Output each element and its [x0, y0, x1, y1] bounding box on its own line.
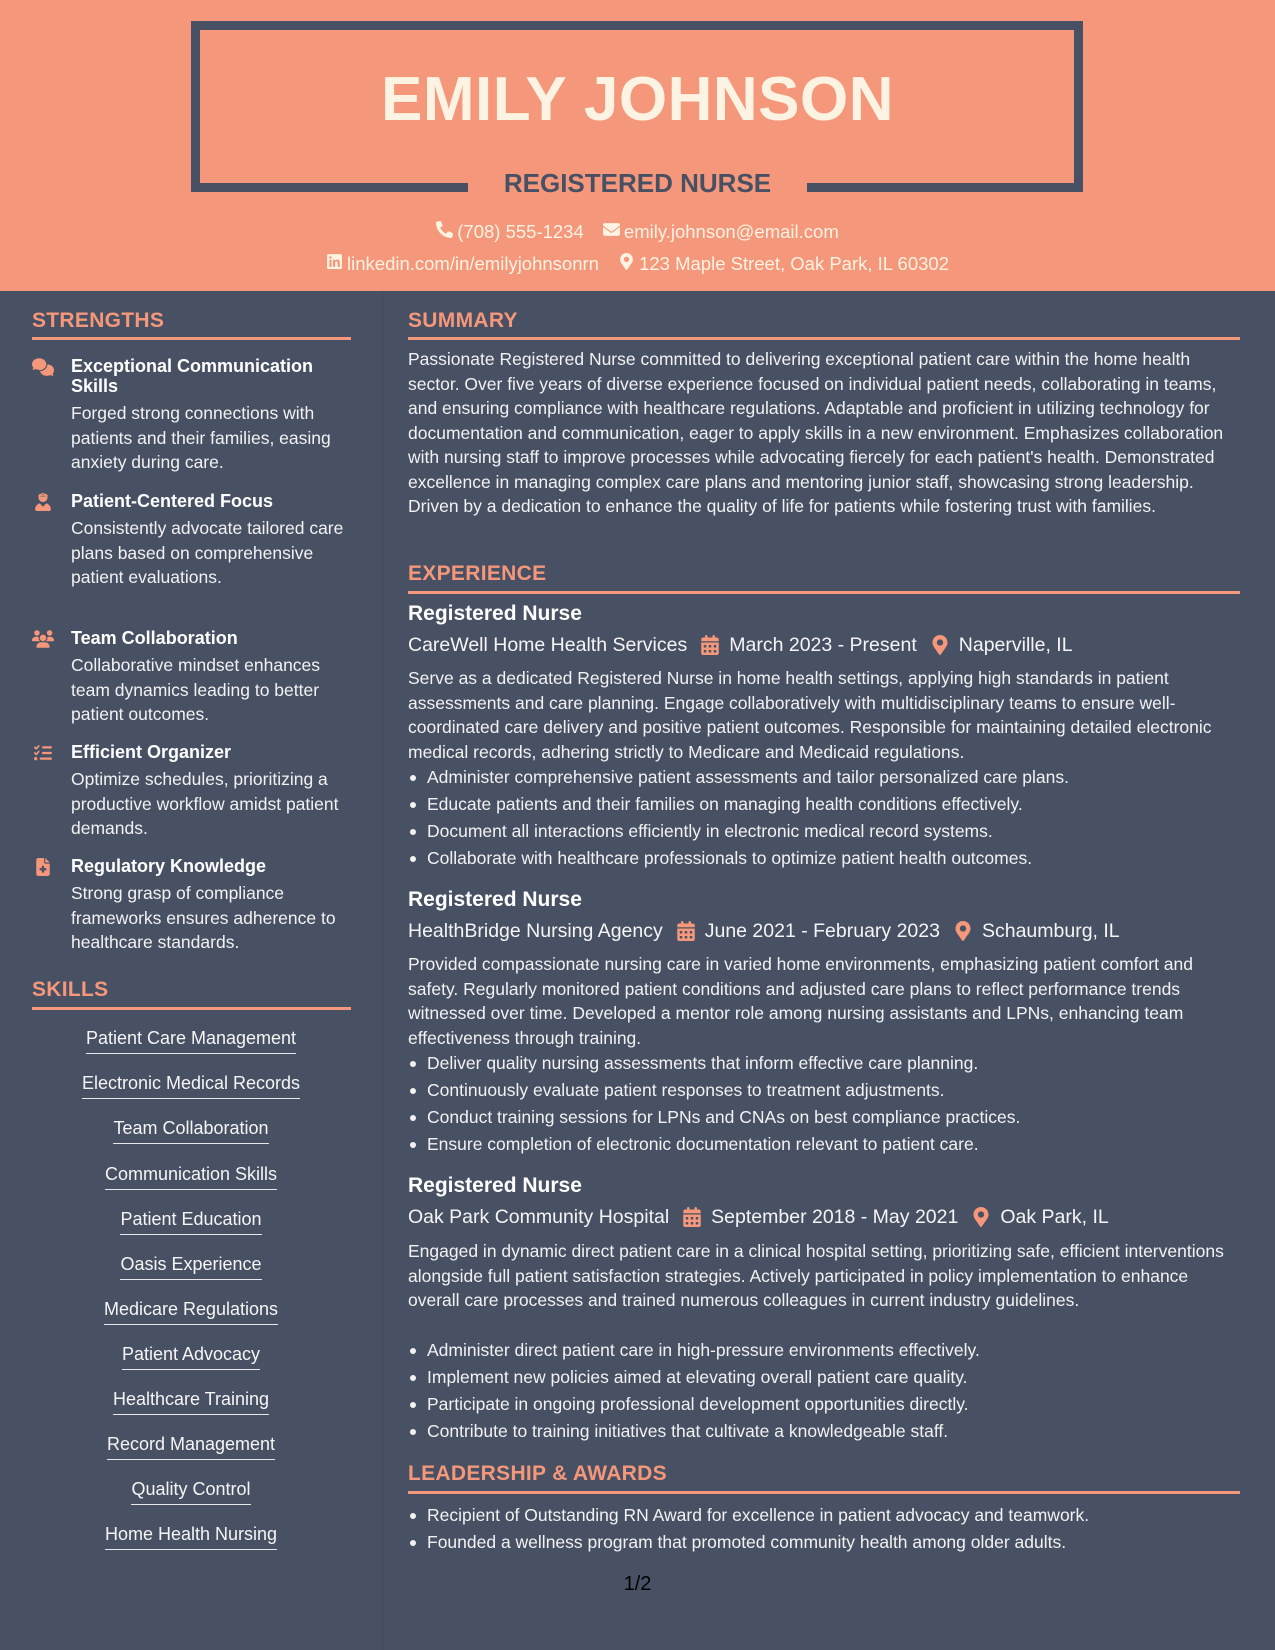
skill-item	[32, 1387, 350, 1415]
job-bullets	[408, 1337, 1240, 1445]
skill-label: Patient Care Management	[86, 1026, 296, 1054]
candidate-name: EMILY JOHNSON	[381, 65, 894, 134]
page-number: 1/2	[623, 1573, 652, 1595]
address-text: 123 Maple Street, Oak Park, IL 60302	[639, 253, 949, 274]
job-title: Registered Nurse	[408, 1174, 582, 1197]
skill-label: Communication Skills	[105, 1162, 277, 1190]
award-item: Founded a wellness program that promoted community health among older adults.	[408, 1529, 1240, 1556]
awards-rule	[408, 1491, 1240, 1494]
strength-desc: Consistently advocate tailored care plans based on comprehensive patient evaluations.	[71, 518, 344, 587]
skill-item	[32, 1297, 350, 1325]
strength-title: Regulatory Knowledge	[71, 856, 267, 876]
skill-item	[32, 1162, 350, 1190]
skill-item	[32, 1026, 350, 1054]
skill-label: Team Collaboration	[113, 1116, 268, 1144]
job-title: Registered Nurse	[408, 888, 582, 911]
job-company: HealthBridge Nursing Agency	[408, 920, 663, 942]
skill-item	[32, 1071, 350, 1099]
job-bullets	[408, 1050, 1240, 1158]
job-bullet: Participate in ongoing professional development opportunities directly.	[408, 1391, 1240, 1418]
strength-item	[32, 742, 352, 841]
strength-item	[32, 491, 352, 590]
list-check-icon	[32, 744, 56, 764]
job-bullet: Contribute to training initiatives that cultivate a knowledgeable staff.	[408, 1418, 1240, 1445]
skill-item	[32, 1522, 350, 1550]
users-icon	[32, 630, 56, 650]
job-bullet: Administer comprehensive patient assessments and tailor personalized care plans.	[408, 764, 1240, 791]
strength-title: Patient-Centered Focus	[71, 491, 274, 511]
job-dates: June 2021 - February 2023	[704, 920, 940, 942]
skill-item	[32, 1477, 350, 1505]
strengths-rule	[32, 337, 351, 340]
job-meta	[408, 632, 1073, 658]
calendar-icon	[701, 635, 719, 655]
skill-label: Home Health Nursing	[105, 1522, 277, 1550]
job-bullet: Collaborate with healthcare professionals to optimize patient health outcomes.	[408, 845, 1240, 872]
strength-desc: Forged strong connections with patients and their families, easing anxiety during care.	[71, 403, 331, 472]
skill-item	[32, 1252, 350, 1280]
strength-desc: Strong grasp of compliance frameworks ensures adherence to healthcare standards.	[71, 883, 336, 952]
skill-label: Healthcare Training	[113, 1387, 269, 1415]
phone-icon	[436, 220, 453, 244]
column-divider	[382, 291, 383, 1650]
job-bullet: Continuously evaluate patient responses to treatment adjustments.	[408, 1077, 1240, 1104]
skill-item	[32, 1432, 350, 1460]
job-dates: March 2023 - Present	[729, 634, 917, 656]
file-medical-icon	[32, 858, 56, 878]
summary-rule	[408, 337, 1240, 340]
calendar-icon	[683, 1207, 701, 1227]
job-dates: September 2018 - May 2021	[711, 1206, 959, 1228]
job-description: Serve as a dedicated Registered Nurse in home health settings, applying high standards in patient assessments and care planning. Engage collaboratively with multidisciplinary teams to ensure well-coordinated care delivery and positive patient outcomes. Responsible for maintaining detailed electronic medical records, adhering strictly to Medicare and Medicaid regulations.	[408, 668, 1212, 762]
skill-label: Electronic Medical Records	[82, 1071, 300, 1099]
linkedin-icon	[326, 252, 343, 276]
email-text: emily.johnson@email.com	[623, 221, 839, 242]
map-pin-icon	[618, 252, 635, 276]
experience-heading: EXPERIENCE	[408, 562, 547, 585]
map-pin-icon	[931, 635, 949, 655]
job-location: Schaumburg, IL	[981, 920, 1120, 942]
strength-title: Exceptional Communication Skills	[71, 356, 314, 396]
job-meta	[408, 918, 1120, 944]
skill-item	[32, 1342, 350, 1370]
job-bullet: Deliver quality nursing assessments that inform effective care planning.	[408, 1050, 1240, 1077]
awards-list	[408, 1502, 1240, 1556]
job-company: Oak Park Community Hospital	[408, 1206, 670, 1228]
skill-item	[32, 1207, 350, 1235]
strength-item	[32, 856, 352, 955]
strength-desc: Optimize schedules, prioritizing a productive workflow amidst patient demands.	[71, 769, 339, 838]
contact-row-1	[0, 220, 1275, 244]
contact-address	[618, 252, 949, 276]
skill-label: Oasis Experience	[120, 1252, 261, 1280]
contact-row-2	[0, 252, 1275, 276]
job-title: Registered Nurse	[408, 602, 582, 625]
job-bullet: Ensure completion of electronic documentation relevant to patient care.	[408, 1131, 1240, 1158]
summary-text: Passionate Registered Nurse committed to delivering exceptional patient care within the home health sector. Over five years of diverse experience focused on individual patient needs, collaborating in teams, and ensuring compliance with healthcare regulations. Adaptable and proficient in utilizing technology for documentation and communication, eager to apply skills in a new environment. Emphasizes collaboration with nursing staff to improve processes while advocating fiercely for each patient's health. Demonstrated excellence in managing complex care plans and mentoring junior staff, showcasing strong leadership. Driven by a dedication to enhance the quality of life for patients while fostering trust with families.	[408, 349, 1224, 516]
skill-label: Patient Education	[120, 1207, 261, 1235]
map-pin-icon	[954, 921, 972, 941]
job-meta	[408, 1204, 1109, 1230]
job-bullet: Administer direct patient care in high-pressure environments effectively.	[408, 1337, 1240, 1364]
contact-phone[interactable]	[436, 220, 584, 244]
resume-header	[0, 0, 1275, 291]
strength-title: Efficient Organizer	[71, 742, 232, 762]
strength-item	[32, 356, 352, 475]
job-company: CareWell Home Health Services	[408, 634, 688, 656]
awards-heading: LEADERSHIP & AWARDS	[408, 1462, 667, 1485]
candidate-role: REGISTERED NURSE	[503, 168, 772, 198]
job-bullet: Implement new policies aimed at elevating overall patient care quality.	[408, 1364, 1240, 1391]
skills-heading: SKILLS	[32, 978, 109, 1001]
skill-label: Record Management	[107, 1432, 275, 1460]
linkedin-text: linkedin.com/in/emilyjohnsonrn	[347, 253, 599, 274]
skill-item	[32, 1116, 350, 1144]
skill-label: Medicare Regulations	[104, 1297, 278, 1325]
job-description: Provided compassionate nursing care in varied home environments, emphasizing patient comfort and safety. Regularly monitored patient conditions and adjusted care plans to reflect performance trends witnessed over time. Developed a mentor role among nursing assistants and LPNs, enhancing team effectiveness through training.	[408, 954, 1194, 1048]
strength-item	[32, 628, 352, 727]
summary-heading: SUMMARY	[408, 309, 518, 332]
job-location: Oak Park, IL	[1000, 1206, 1109, 1228]
strength-title: Team Collaboration	[71, 628, 238, 648]
skill-label: Quality Control	[131, 1477, 250, 1505]
strength-desc: Collaborative mindset enhances team dynamics leading to better patient outcomes.	[71, 655, 321, 724]
calendar-icon	[677, 921, 695, 941]
award-item: Recipient of Outstanding RN Award for excellence in patient advocacy and teamwork.	[408, 1502, 1240, 1529]
skill-label: Patient Advocacy	[122, 1342, 260, 1370]
envelope-icon	[603, 220, 620, 244]
job-bullet: Educate patients and their families on managing health conditions effectively.	[408, 791, 1240, 818]
contact-linkedin[interactable]	[326, 252, 599, 276]
nurse-icon	[32, 493, 56, 513]
job-bullet: Document all interactions efficiently in electronic medical record systems.	[408, 818, 1240, 845]
skills-rule	[32, 1007, 351, 1010]
comments-icon	[32, 358, 56, 378]
job-location: Naperville, IL	[958, 634, 1073, 656]
phone-text: (708) 555-1234	[457, 221, 584, 242]
job-bullet: Conduct training sessions for LPNs and CNAs on best compliance practices.	[408, 1104, 1240, 1131]
contact-email[interactable]	[603, 220, 839, 244]
map-pin-icon	[972, 1207, 990, 1227]
job-bullets	[408, 764, 1240, 872]
experience-rule	[408, 591, 1240, 594]
job-description: Engaged in dynamic direct patient care in a clinical hospital setting, prioritizing safe, efficient interventions alongside full patient satisfaction strategies. Actively participated in policy implementation to enhance overall care processes and trained numerous colleagues in current industry guidelines.	[408, 1241, 1224, 1310]
strengths-heading: STRENGTHS	[32, 309, 165, 332]
